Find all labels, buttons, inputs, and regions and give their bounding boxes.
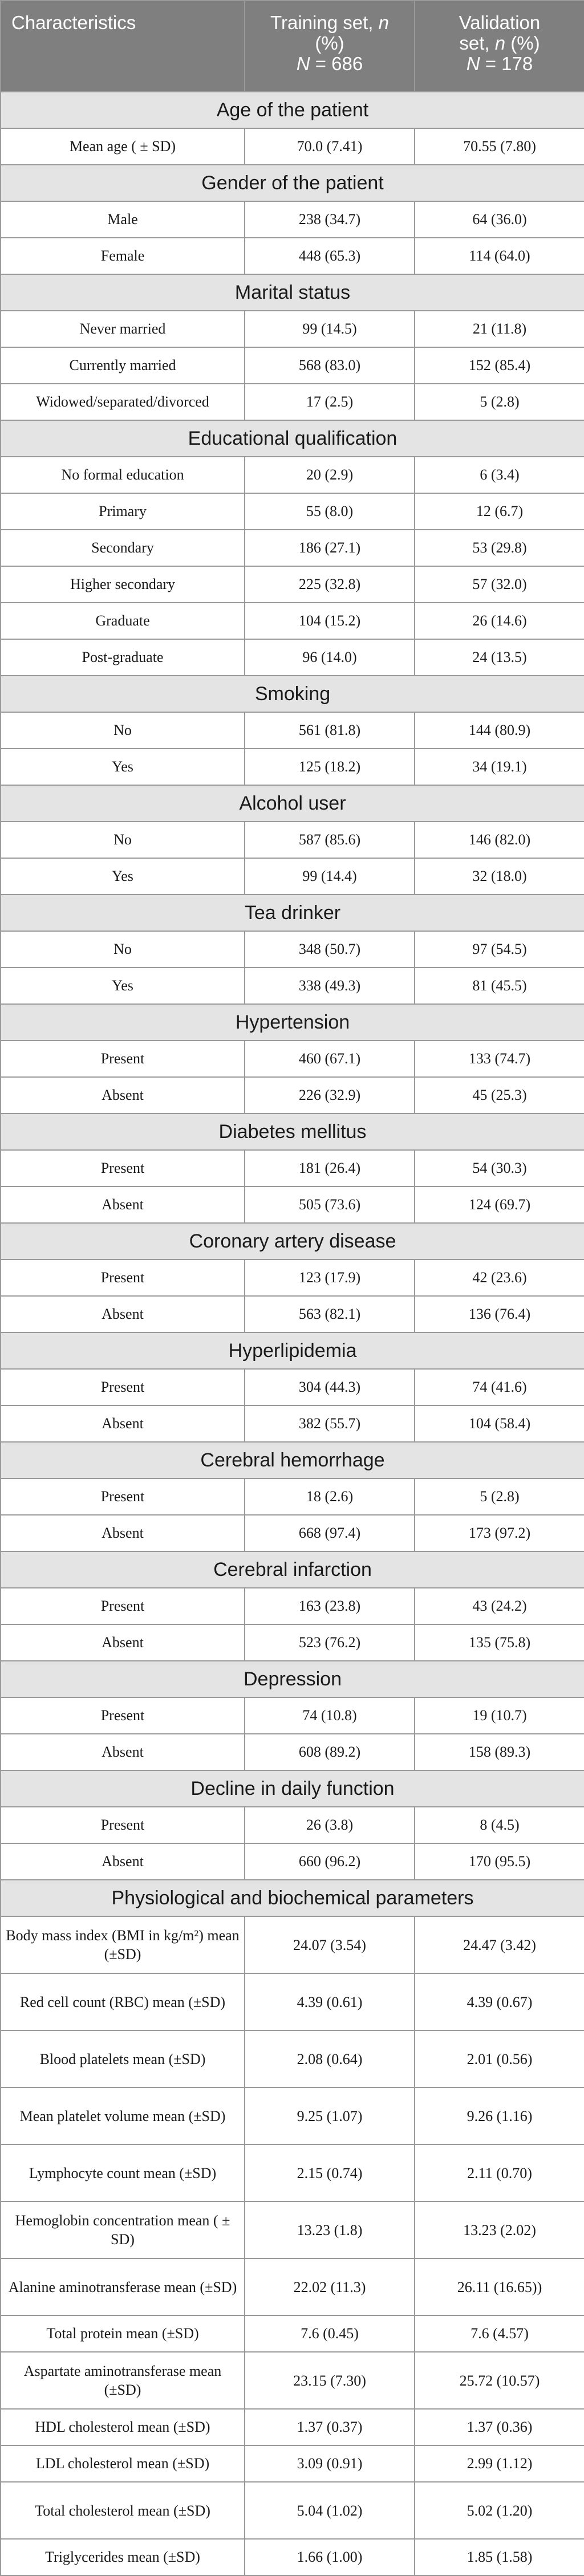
training-value: 7.6 (0.45): [245, 2315, 415, 2352]
table-row: [1, 749, 584, 785]
table-row: [1, 1973, 584, 2030]
row-label: Female: [1, 238, 245, 274]
header-training-line3: = 686: [310, 53, 363, 74]
row-label: Present: [1, 1478, 245, 1515]
training-value: 338 (49.3): [245, 968, 415, 1004]
training-value: 18 (2.6): [245, 1478, 415, 1515]
validation-value: 25.72 (10.57): [415, 2352, 584, 2409]
validation-value: 26.11 (16.65)): [415, 2258, 584, 2315]
validation-value: 133 (74.7): [415, 1041, 584, 1077]
training-value: 99 (14.4): [245, 858, 415, 895]
validation-value: 24.47 (3.42): [415, 1916, 584, 1973]
validation-value: 135 (75.8): [415, 1624, 584, 1661]
validation-value: 173 (97.2): [415, 1515, 584, 1551]
training-value: 74 (10.8): [245, 1697, 415, 1734]
section-header-row: [1, 1332, 584, 1369]
training-value: 104 (15.2): [245, 603, 415, 639]
table-row: [1, 858, 584, 895]
training-value: 20 (2.9): [245, 457, 415, 493]
table-row: [1, 639, 584, 676]
header-training-line2: (%): [315, 32, 344, 54]
section-header-row: [1, 165, 584, 201]
table-row: [1, 2030, 584, 2087]
table-row: [1, 201, 584, 238]
table-row: [1, 1187, 584, 1223]
training-value: 608 (89.2): [245, 1734, 415, 1770]
training-value: 4.39 (0.61): [245, 1973, 415, 2030]
header-validation-line2a: set,: [459, 32, 490, 54]
training-value: 55 (8.0): [245, 493, 415, 530]
training-value: 505 (73.6): [245, 1187, 415, 1223]
row-label: Alanine aminotransferase mean (±SD): [1, 2258, 245, 2315]
table-row: [1, 822, 584, 858]
training-value: 3.09 (0.91): [245, 2445, 415, 2482]
table-row: [1, 1259, 584, 1296]
training-value: 123 (17.9): [245, 1259, 415, 1296]
section-header-row: [1, 274, 584, 311]
validation-value: 9.26 (1.16): [415, 2087, 584, 2144]
row-label: Primary: [1, 493, 245, 530]
validation-value: 24 (13.5): [415, 639, 584, 676]
table-row: [1, 530, 584, 566]
table-row: [1, 566, 584, 603]
validation-value: 34 (19.1): [415, 749, 584, 785]
section-header-row: [1, 420, 584, 457]
header-validation-line2b: (%): [510, 32, 540, 54]
row-label: No formal education: [1, 457, 245, 493]
training-value: 26 (3.8): [245, 1807, 415, 1843]
row-label: Yes: [1, 968, 245, 1004]
validation-value: 104 (58.4): [415, 1405, 584, 1442]
table-row: [1, 1369, 584, 1405]
table-row: [1, 2352, 584, 2409]
table-row: [1, 1478, 584, 1515]
training-value: 2.08 (0.64): [245, 2030, 415, 2087]
table-row: [1, 2087, 584, 2144]
row-label: LDL cholesterol mean (±SD): [1, 2445, 245, 2482]
row-label: Absent: [1, 1296, 245, 1332]
training-value: 17 (2.5): [245, 384, 415, 420]
row-label: Present: [1, 1369, 245, 1405]
training-value: 587 (85.6): [245, 822, 415, 858]
table-row: [1, 493, 584, 530]
section-title: Hyperlipidemia: [1, 1332, 584, 1369]
training-value: 181 (26.4): [245, 1150, 415, 1187]
training-value: 22.02 (11.3): [245, 2258, 415, 2315]
validation-value: 1.85 (1.58): [415, 2539, 584, 2575]
training-value: 70.0 (7.41): [245, 128, 415, 165]
section-header-row: [1, 1770, 584, 1807]
training-value: 568 (83.0): [245, 347, 415, 384]
training-value: 1.66 (1.00): [245, 2539, 415, 2575]
validation-value: 146 (82.0): [415, 822, 584, 858]
validation-value: 6 (3.4): [415, 457, 584, 493]
row-label: No: [1, 931, 245, 968]
section-title: Hypertension: [1, 1004, 584, 1041]
training-value: 24.07 (3.54): [245, 1916, 415, 1973]
validation-value: 158 (89.3): [415, 1734, 584, 1770]
validation-value: 81 (45.5): [415, 968, 584, 1004]
training-value: 225 (32.8): [245, 566, 415, 603]
validation-value: 42 (23.6): [415, 1259, 584, 1296]
validation-value: 124 (69.7): [415, 1187, 584, 1223]
validation-value: 19 (10.7): [415, 1697, 584, 1734]
training-value: 448 (65.3): [245, 238, 415, 274]
header-training-line1: Training set,: [270, 12, 374, 33]
validation-value: 54 (30.3): [415, 1150, 584, 1187]
table-row: [1, 384, 584, 420]
row-label: Aspartate aminotransferase mean (±SD): [1, 2352, 245, 2409]
section-header-row: [1, 785, 584, 822]
validation-value: 1.37 (0.36): [415, 2409, 584, 2445]
row-label: HDL cholesterol mean (±SD): [1, 2409, 245, 2445]
section-title: Coronary artery disease: [1, 1223, 584, 1259]
training-value: 348 (50.7): [245, 931, 415, 968]
validation-value: 21 (11.8): [415, 311, 584, 347]
training-value: 523 (76.2): [245, 1624, 415, 1661]
section-title: Depression: [1, 1661, 584, 1697]
table-row: [1, 2445, 584, 2482]
table-row: [1, 2258, 584, 2315]
validation-value: 13.23 (2.02): [415, 2201, 584, 2258]
section-header-row: [1, 676, 584, 712]
section-title: Gender of the patient: [1, 165, 584, 201]
validation-value: 170 (95.5): [415, 1843, 584, 1880]
row-label: Triglycerides mean (±SD): [1, 2539, 245, 2575]
training-value: 563 (82.1): [245, 1296, 415, 1332]
table-row: [1, 1697, 584, 1734]
validation-value: 64 (36.0): [415, 201, 584, 238]
row-label: Present: [1, 1259, 245, 1296]
training-value: 668 (97.4): [245, 1515, 415, 1551]
training-value: 304 (44.3): [245, 1369, 415, 1405]
row-label: Blood platelets mean (±SD): [1, 2030, 245, 2087]
validation-value: 7.6 (4.57): [415, 2315, 584, 2352]
table-row: [1, 1077, 584, 1114]
training-value: 5.04 (1.02): [245, 2482, 415, 2539]
row-label: Yes: [1, 858, 245, 895]
row-label: Absent: [1, 1405, 245, 1442]
table-row: [1, 1515, 584, 1551]
section-header-row: [1, 1223, 584, 1259]
section-title: Physiological and biochemical parameters: [1, 1880, 584, 1916]
row-label: Graduate: [1, 603, 245, 639]
section-title: Cerebral hemorrhage: [1, 1442, 584, 1478]
row-label: No: [1, 822, 245, 858]
row-label: Absent: [1, 1187, 245, 1223]
training-value: 125 (18.2): [245, 749, 415, 785]
header-training-N: N: [296, 53, 310, 74]
row-label: No: [1, 712, 245, 749]
section-header-row: [1, 1880, 584, 1916]
section-header-row: [1, 1551, 584, 1588]
validation-value: 8 (4.5): [415, 1807, 584, 1843]
validation-value: 12 (6.7): [415, 493, 584, 530]
validation-value: 2.01 (0.56): [415, 2030, 584, 2087]
training-value: 660 (96.2): [245, 1843, 415, 1880]
training-value: 13.23 (1.8): [245, 2201, 415, 2258]
header-characteristics: [1, 1, 245, 92]
section-header-row: [1, 1442, 584, 1478]
table-row: [1, 1624, 584, 1661]
row-label: Never married: [1, 311, 245, 347]
training-value: 99 (14.5): [245, 311, 415, 347]
row-label: Widowed/separated/divorced: [1, 384, 245, 420]
row-label: Absent: [1, 1077, 245, 1114]
row-label: Absent: [1, 1843, 245, 1880]
validation-value: 152 (85.4): [415, 347, 584, 384]
row-label: Higher secondary: [1, 566, 245, 603]
training-value: 9.25 (1.07): [245, 2087, 415, 2144]
table-row: [1, 2201, 584, 2258]
section-title: Tea drinker: [1, 895, 584, 931]
validation-value: 53 (29.8): [415, 530, 584, 566]
validation-value: 5 (2.8): [415, 1478, 584, 1515]
table-row: [1, 311, 584, 347]
row-label: Total protein mean (±SD): [1, 2315, 245, 2352]
table-row: [1, 931, 584, 968]
training-value: 226 (32.9): [245, 1077, 415, 1114]
row-label: Mean platelet volume mean (±SD): [1, 2087, 245, 2144]
row-label: Post-graduate: [1, 639, 245, 676]
section-header-row: [1, 1661, 584, 1697]
table-row: [1, 603, 584, 639]
table-row: [1, 1150, 584, 1187]
validation-value: 2.99 (1.12): [415, 2445, 584, 2482]
training-value: 561 (81.8): [245, 712, 415, 749]
table-row: [1, 347, 584, 384]
validation-value: 114 (64.0): [415, 238, 584, 274]
validation-value: 5.02 (1.20): [415, 2482, 584, 2539]
validation-value: 32 (18.0): [415, 858, 584, 895]
table-row: [1, 2315, 584, 2352]
validation-value: 4.39 (0.67): [415, 1973, 584, 2030]
table-body: [1, 92, 584, 2575]
training-value: 1.37 (0.37): [245, 2409, 415, 2445]
table-row: [1, 1041, 584, 1077]
table-row: [1, 238, 584, 274]
section-title: Smoking: [1, 676, 584, 712]
training-value: 23.15 (7.30): [245, 2352, 415, 2409]
row-label: Male: [1, 201, 245, 238]
training-value: 382 (55.7): [245, 1405, 415, 1442]
training-value: 163 (23.8): [245, 1588, 415, 1624]
training-value: 96 (14.0): [245, 639, 415, 676]
section-title: Alcohol user: [1, 785, 584, 822]
table-row: [1, 128, 584, 165]
section-header-row: [1, 92, 584, 128]
validation-value: 43 (24.2): [415, 1588, 584, 1624]
section-title: Decline in daily function: [1, 1770, 584, 1807]
row-label: Lymphocyte count mean (±SD): [1, 2144, 245, 2201]
row-label: Hemoglobin concentration mean ( ± SD): [1, 2201, 245, 2258]
section-title: Cerebral infarction: [1, 1551, 584, 1588]
header-validation-line3: = 178: [480, 53, 533, 74]
section-header-row: [1, 895, 584, 931]
table-row: [1, 1734, 584, 1770]
header-validation-line1: Validation: [459, 12, 541, 33]
table-row: [1, 712, 584, 749]
row-label: Present: [1, 1150, 245, 1187]
table-row: [1, 1296, 584, 1332]
header-validation-N: N: [466, 53, 480, 74]
row-label: Present: [1, 1697, 245, 1734]
validation-value: 5 (2.8): [415, 384, 584, 420]
row-label: Body mass index (BMI in kg/m²) mean (±SD): [1, 1916, 245, 1973]
table-row: [1, 1807, 584, 1843]
header-characteristics-label: Characteristics: [11, 12, 136, 33]
table-row: [1, 2482, 584, 2539]
table-row: [1, 2144, 584, 2201]
row-label: Yes: [1, 749, 245, 785]
section-title: Age of the patient: [1, 92, 584, 128]
validation-value: 136 (76.4): [415, 1296, 584, 1332]
row-label: Mean age ( ± SD): [1, 128, 245, 165]
table-header-row: [1, 1, 584, 92]
validation-value: 144 (80.9): [415, 712, 584, 749]
section-title: Marital status: [1, 274, 584, 311]
row-label: Secondary: [1, 530, 245, 566]
table-row: [1, 1843, 584, 1880]
training-value: 2.15 (0.74): [245, 2144, 415, 2201]
validation-value: 57 (32.0): [415, 566, 584, 603]
table-row: [1, 2409, 584, 2445]
header-validation-n: n: [494, 32, 506, 54]
section-title: Diabetes mellitus: [1, 1114, 584, 1150]
header-training-n: n: [378, 12, 389, 33]
validation-value: 97 (54.5): [415, 931, 584, 968]
row-label: Absent: [1, 1624, 245, 1661]
validation-value: 45 (25.3): [415, 1077, 584, 1114]
training-value: 186 (27.1): [245, 530, 415, 566]
table-row: [1, 2539, 584, 2575]
row-label: Red cell count (RBC) mean (±SD): [1, 1973, 245, 2030]
validation-value: 70.55 (7.80): [415, 128, 584, 165]
row-label: Absent: [1, 1734, 245, 1770]
table-row: [1, 1916, 584, 1973]
row-label: Present: [1, 1588, 245, 1624]
validation-value: 2.11 (0.70): [415, 2144, 584, 2201]
table-row: [1, 457, 584, 493]
row-label: Present: [1, 1807, 245, 1843]
row-label: Currently married: [1, 347, 245, 384]
header-validation-set: [415, 1, 584, 92]
validation-value: 26 (14.6): [415, 603, 584, 639]
section-header-row: [1, 1114, 584, 1150]
row-label: Total cholesterol mean (±SD): [1, 2482, 245, 2539]
section-title: Educational qualification: [1, 420, 584, 457]
training-value: 460 (67.1): [245, 1041, 415, 1077]
training-value: 238 (34.7): [245, 201, 415, 238]
section-header-row: [1, 1004, 584, 1041]
row-label: Absent: [1, 1515, 245, 1551]
table-row: [1, 1588, 584, 1624]
row-label: Present: [1, 1041, 245, 1077]
table-row: [1, 968, 584, 1004]
validation-value: 74 (41.6): [415, 1369, 584, 1405]
table-row: [1, 1405, 584, 1442]
header-training-set: [245, 1, 415, 92]
